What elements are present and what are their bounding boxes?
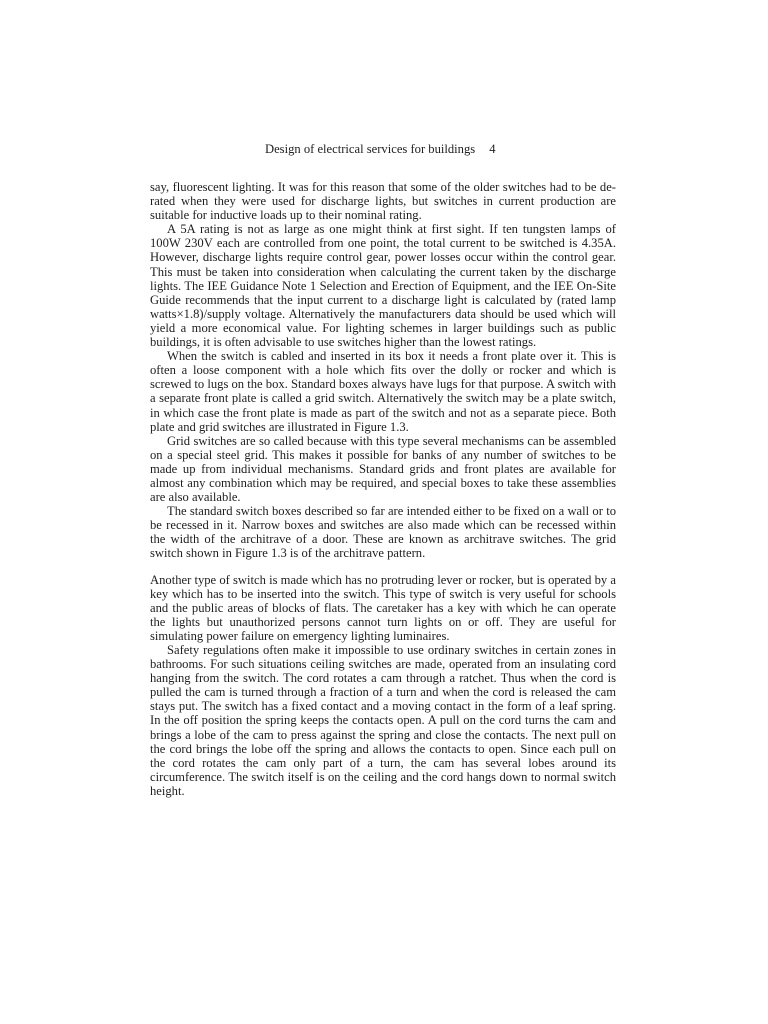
paragraph: When the switch is cabled and inserted in its box it needs a front plate over it. This is often a loose component with a hole which fits over the dolly or rocker and which is screwed to lugs on the box. Standard boxes always have lugs for that purpose. A switch with a separate front plate is called a grid switch. Alternatively the switch may be a plate switch, in which case the front plate is made as part of the switch and not as a separate piece. Both plate and grid switches are illustrated in Figure 1.3. xyxy=(150,349,616,434)
paragraph: A 5A rating is not as large as one might think at first sight. If ten tungsten lamps of 100W 230V each are controlled from one point, the total current to be switched is 4.35A. However, discharge lights require control gear, power losses occur within the control gear. This must be taken into consideration when calculating the current taken by the discharge lights. The IEE Guidance Note 1 Selection and Erection of Equipment, and the IEE On-Site Guide recommends that the input current to a discharge light is calculated by (rated lamp watts×1.8)/supply voltage. Alternatively the manufacturers data should be used which will yield a more economical value. For lighting schemes in larger buildings such as public buildings, it is often advisable to use switches higher than the lowest ratings. xyxy=(150,222,616,350)
paragraph: Another type of switch is made which has no protruding lever or rocker, but is operated by a key which has to be inserted into the switch. This type of switch is very useful for schools and the public areas of blocks of flats. The caretaker has a key with which he can operate the lights but unauthorized persons cannot turn lights on or off. They are useful for simulating power failure on emergency lighting luminaires. xyxy=(150,572,616,643)
paragraph: Grid switches are so called because with this type several mechanisms can be assembled on a special steel grid. This makes it possible for banks of any number of switches to be made up from individual mechanisms. Standard grids and front plates are available for almost any combination which may be required, and special boxes to take these assemblies are also available. xyxy=(150,433,616,505)
running-header xyxy=(265,141,495,157)
paragraph: The standard switch boxes described so far are intended either to be fixed on a wall or to be recessed in it. Narrow boxes and switches are also made which can be recessed within the width of the architrave of a door. These are known as architrave switches. The grid switch shown in Figure 1.3 is of the architrave pattern. xyxy=(150,504,616,561)
page-header-title: Design of electrical services for buildings xyxy=(265,142,476,156)
body-text xyxy=(150,180,616,798)
page-number: 4 xyxy=(489,142,496,156)
paragraph: Safety regulations often make it impossible to use ordinary switches in certain zones in bathrooms. For such situations ceiling switches are made, operated from an insulating cord hanging from the switch. The cord rotates a cam through a ratchet. Thus when the cord is pulled the cam is turned through a fraction of a turn and when the cord is released the cam stays put. The switch has a fixed contact and a moving contact in the form of a leaf spring. In the off position the spring keeps the contacts open. A pull on the cord turns the cam and brings a lobe of the cam to press against the spring and close the contacts. The next pull on the cord brings the lobe off the spring and allows the contacts to open. Since each pull on the cord rotates the cam only part of a turn, the cam has several lobes around its circumference. The switch itself is on the ceiling and the cord hangs down to normal switch height. xyxy=(150,643,616,798)
paragraph-continued: say, fluorescent lighting. It was for this reason that some of the older switches had to be de-rated when they were used for discharge lights, but switches in current production are suitable for inductive loads up to their nominal rating. xyxy=(150,180,616,223)
